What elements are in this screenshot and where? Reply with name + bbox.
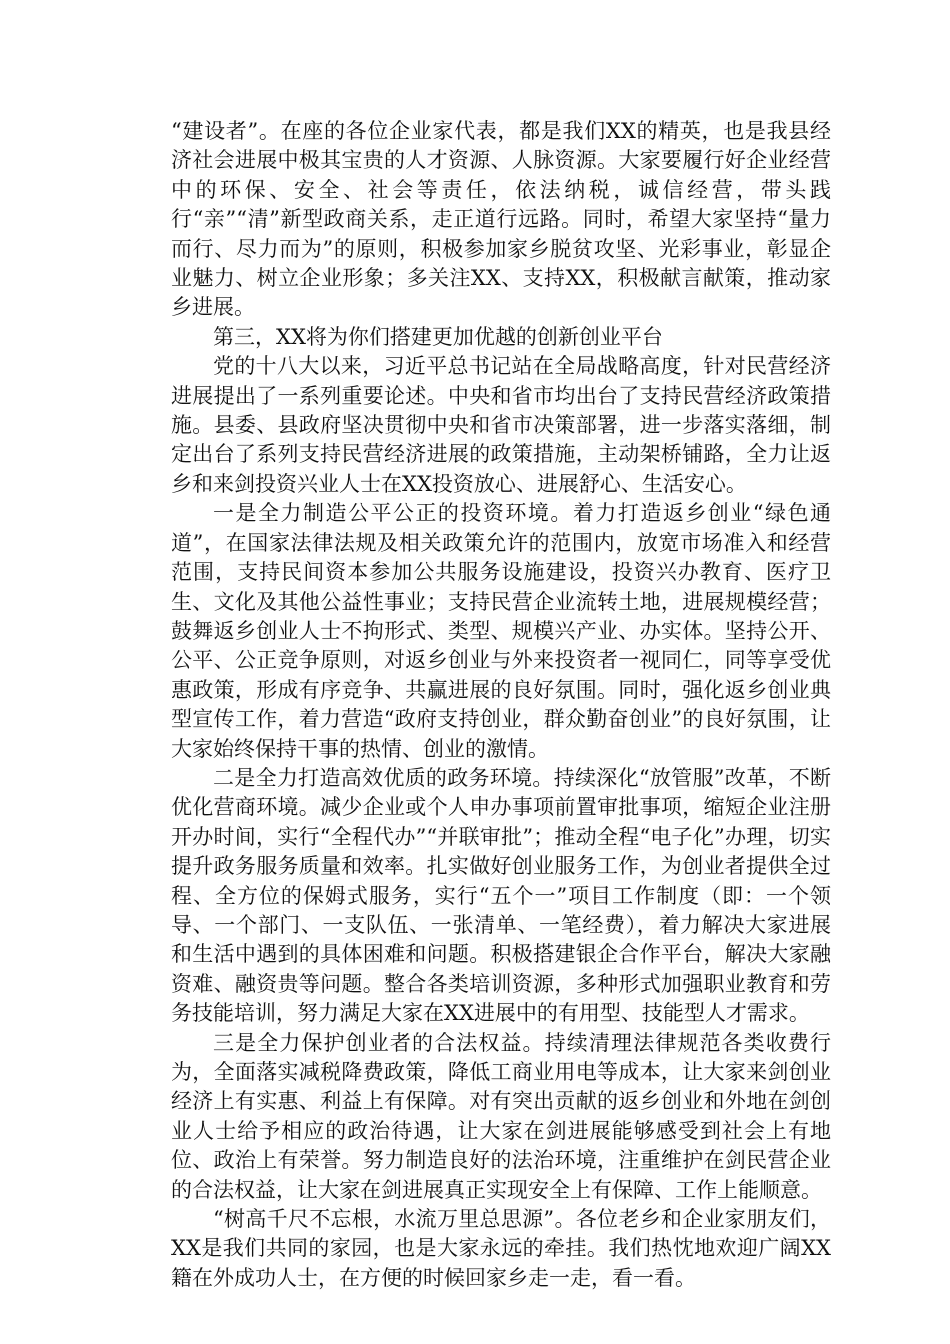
paragraph-closing: “树高千尺不忘根，水流万里总思源”。各位老乡和企业家朋友们，XX是我们共同的家园，也是大家永远的牵挂。我们热忱地欢迎广阔XX籍在外成功人士，在方便的时候回家乡走一走，看一看。	[171, 1207, 831, 1290]
document-body	[171, 117, 831, 1293]
paragraph-continuation: “建设者”。在座的各位企业家代表，都是我们XX的精英，也是我县经济社会进展中极其宝贵的人才资源、人脉资源。大家要履行好企业经营中的环保、安全、社会等责任，依法纳税，诚信经营，带头践行“亲”“清”新型政商关系，走正道行远路。同时，希望大家坚持“量力而行、尽力而为”的原则，积极参加家乡脱贫攻坚、光彩事业，彰显企业魅力、树立企业形象；多关注XX、支持XX，积极献言献策，推动家乡进展。	[171, 119, 831, 320]
paragraph-legal-rights: 三是全力保护创业者的合法权益。持续清理法律规范各类收费行为，全面落实减税降费政策，降低工商业用电等成本，让大家来剑创业经济上有实惠、利益上有保障。对有突出贡献的返乡创业和外地在剑创业人士给予相应的政治待遇，让大家在剑进展能够感受到社会上有地位、政治上有荣誉。努力制造良好的法治环境，注重维护在剑民营企业的合法权益，让大家在剑进展真正实现安全上有保障、工作上能顺意。	[171, 1030, 831, 1202]
paragraph-policy-overview: 党的十八大以来，习近平总书记站在全局战略高度，针对民营经济进展提出了一系列重要论述。中央和省市均出台了支持民营经济政策措施。县委、县政府坚决贯彻中央和省市决策部署，进一步落实落细，制定出台了系列支持民营经济进展的政策措施，主动架桥铺路，全力让返乡和来剑投资兴业人士在XX投资放心、进展舒心、生活安心。	[171, 354, 831, 496]
paragraph-investment-environment: 一是全力制造公平公正的投资环境。着力打造返乡创业“绿色通道”，在国家法律法规及相关政策允许的范围内，放宽市场准入和经营范围，支持民间资本参加公共服务设施建设，投资兴办教育、医疗卫生、文化及其他公益性事业；支持民营企业流转土地，进展规模经营；鼓舞返乡创业人士不拘形式、类型、规模兴产业、办实体。坚持公开、公平、公正竞争原则，对返乡创业与外来投资者一视同仁，同等享受优惠政策，形成有序竞争、共赢进展的良好氛围。同时，强化返乡创业典型宣传工作，着力营造“政府支持创业，群众勤奋创业”的良好氛围，让大家始终保持干事的热情、创业的激情。	[171, 501, 831, 761]
paragraph-government-services: 二是全力打造高效优质的政务环境。持续深化“放管服”改革，不断优化营商环境。减少企业或个人申办事项前置审批事项，缩短企业注册开办时间，实行“全程代办”“并联审批”；推动全程“电子化”办理，切实提升政务服务质量和效率。扎实做好创业服务工作，为创业者提供全过程、全方位的保姆式服务，实行“五个一”项目工作制度（即：一个领导、一个部门、一支队伍、一张清单、一笔经费），着力解决大家进展和生活中遇到的具体困难和问题。积极搭建银企合作平台，解决大家融资难、融资贵等问题。整合各类培训资源，多种形式加强职业教育和劳务技能培训，努力满足大家在XX进展中的有用型、技能型人才需求。	[171, 765, 831, 1026]
section-heading-third: 第三，XX将为你们搭建更加优越的创新创业平台	[213, 324, 663, 349]
